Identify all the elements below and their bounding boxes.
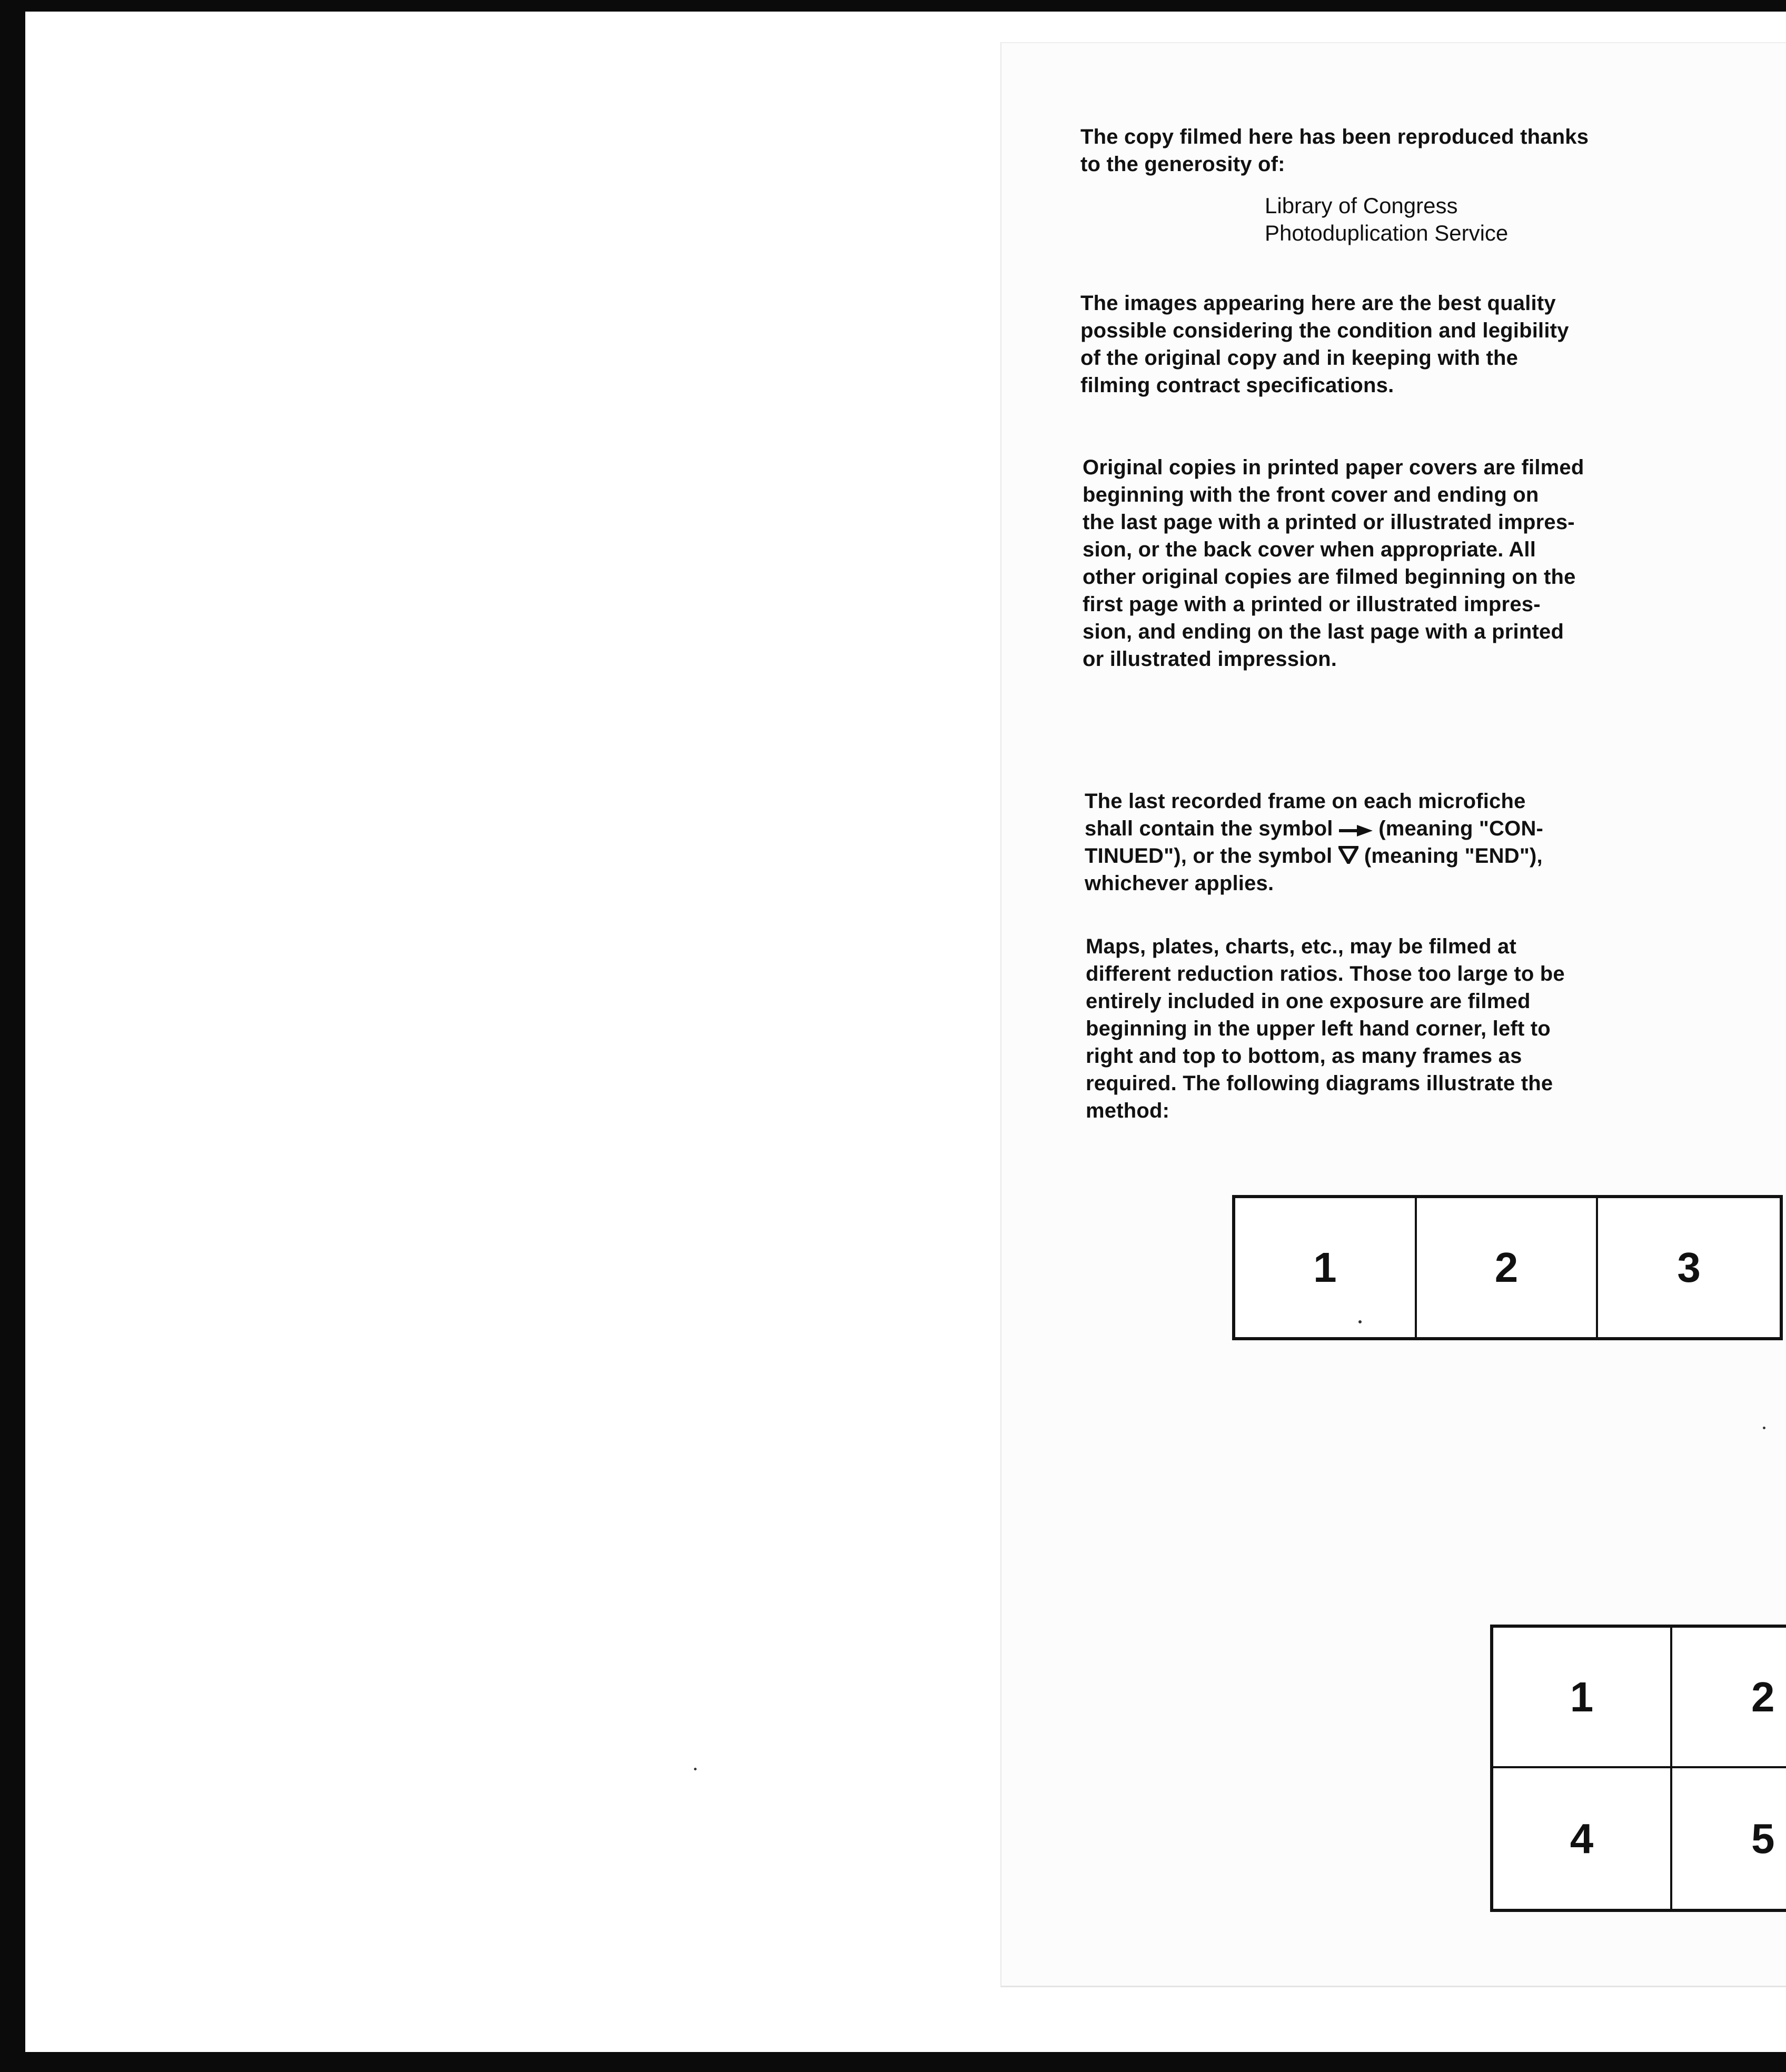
diagram-grid [1490, 1625, 1786, 1912]
diagram-horizontal-frame-2: 2 [1417, 1198, 1599, 1337]
arrow-icon [1339, 816, 1373, 843]
triangle-down-icon [1338, 843, 1358, 871]
acknowledgement-line-1: The copy filmed here has been reproduced thanks [1080, 125, 1589, 148]
institution-service: Photoduplication Service [1265, 221, 1509, 245]
covers-line-8: or illustrated impression. [1083, 647, 1337, 671]
frame-line-2-end: (meaning "CON- [1372, 817, 1544, 840]
diagram-grid-frame-2: 2 [1672, 1628, 1786, 1768]
quality-line-4: filming contract specifications. [1080, 374, 1394, 397]
frame-line-2 [1085, 815, 1543, 843]
diagram-horizontal [1232, 1195, 1783, 1340]
covers-line-6: first page with a printed or illustrated impres- [1083, 593, 1541, 616]
maps-line-3: entirely included in one exposure are filmed [1086, 990, 1531, 1013]
maps-line-7: method: [1086, 1099, 1170, 1122]
frame-line-4: whichever applies. [1085, 872, 1274, 895]
scan-speck [694, 1768, 697, 1770]
maps-line-1: Maps, plates, charts, etc., may be filmed at [1086, 935, 1516, 958]
diagram-grid-frame-4: 4 [1493, 1768, 1672, 1909]
acknowledgement-line-2: to the generosity of: [1080, 153, 1285, 176]
maps-line-2: different reduction ratios. Those too large to be [1086, 962, 1565, 985]
covers-line-4: sion, or the back cover when appropriate. All [1083, 538, 1536, 561]
frame-line-2-start: shall contain the symbol [1085, 817, 1339, 840]
frame-line-1: The last recorded frame on each microfiche [1085, 790, 1526, 813]
diagram-horizontal-frame-1: 1 [1235, 1198, 1417, 1337]
maps-line-4: beginning in the upper left hand corner, left to [1086, 1017, 1551, 1040]
diagram-grid-frame-5: 5 [1751, 1815, 1775, 1862]
covers-line-3: the last page with a printed or illustrated impres- [1083, 511, 1575, 534]
scan-speck [1763, 1427, 1765, 1429]
covers-line-7: sion, and ending on the last page with a printed [1083, 620, 1564, 643]
frame-line-3 [1085, 842, 1543, 871]
diagram-grid-frame-1: 1 [1493, 1628, 1672, 1768]
quality-line-2: possible considering the condition and legibility [1080, 319, 1569, 342]
covers-line-5: other original copies are filmed beginning on the [1083, 565, 1576, 589]
maps-line-5: right and top to bottom, as many frames as [1086, 1044, 1522, 1068]
scan-speck [1358, 1320, 1362, 1323]
frame-line-3-end: (meaning "END"), [1358, 844, 1543, 868]
institution-name: Library of Congress [1265, 193, 1458, 218]
diagram-horizontal-frame-3: 3 [1677, 1244, 1701, 1291]
quality-line-1: The images appearing here are the best quality [1080, 292, 1556, 315]
maps-line-6: required. The following diagrams illustrate the [1086, 1072, 1553, 1095]
quality-line-3: of the original copy and in keeping with the [1080, 346, 1519, 370]
covers-line-1: Original copies in printed paper covers are filmed [1083, 456, 1584, 479]
covers-line-2: beginning with the front cover and ending on [1083, 483, 1539, 506]
frame-line-3-start: TINUED"), or the symbol [1085, 844, 1338, 868]
